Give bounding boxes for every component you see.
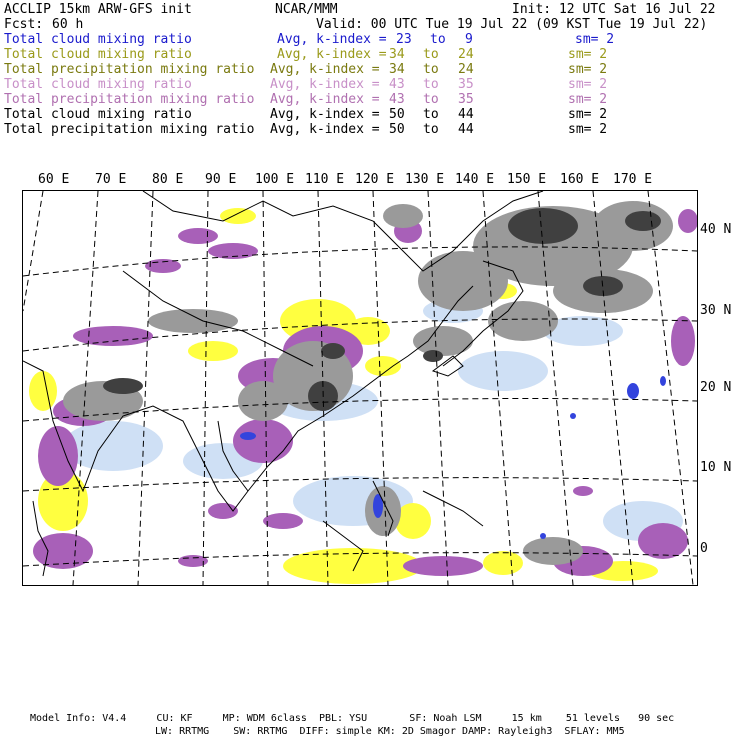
legend-from: 50: [389, 107, 405, 122]
longitude-label: 150 E: [507, 172, 547, 187]
legend-to-value: 44: [458, 122, 474, 137]
valid-time: Valid: 00 UTC Tue 19 Jul 22 (09 KST Tue 19 Jul 22): [316, 17, 708, 32]
longitude-label: 70 E: [95, 172, 127, 187]
legend-to-value: 24: [458, 62, 474, 77]
longitude-label: 140 E: [455, 172, 495, 187]
forecast-hours: 60 h: [52, 17, 84, 32]
legend-sm: sm= 2: [568, 62, 608, 77]
legend-sm: sm= 2: [568, 92, 608, 107]
legend-to-value: 35: [458, 92, 474, 107]
legend-sm: sm= 2: [568, 77, 608, 92]
legend-from: 23: [396, 32, 412, 47]
legend-from: 34: [389, 47, 405, 62]
longitude-label: 100 E: [255, 172, 295, 187]
legend-to-value: 35: [458, 77, 474, 92]
legend-field: Total cloud mixing ratio: [4, 47, 192, 62]
legend-avg: Avg, k-index =: [270, 62, 380, 77]
longitude-label: 110 E: [305, 172, 345, 187]
init-time: Init: 12 UTC Sat 16 Jul 22: [512, 2, 716, 17]
legend-field: Total precipitation mixing ratio: [4, 92, 255, 107]
legend-field: Total cloud mixing ratio: [4, 77, 192, 92]
latitude-label: 40 N: [700, 222, 732, 237]
legend-to: to: [423, 107, 439, 122]
longitude-label: 120 E: [355, 172, 395, 187]
model-info-line2: LW: RRTMG SW: RRTMG DIFF: simple KM: 2D Smagor DAMP: Rayleigh3 SFLAY: MM5: [155, 726, 625, 737]
map-panel: [22, 190, 698, 586]
legend-to: to: [430, 32, 446, 47]
legend-to-value: 24: [458, 47, 474, 62]
legend-avg: Avg, k-index =: [277, 47, 387, 62]
legend-sm: sm= 2: [568, 107, 608, 122]
legend-field: Total precipitation mixing ratio: [4, 122, 255, 137]
longitude-label: 130 E: [405, 172, 445, 187]
latitude-label: 30 N: [700, 303, 732, 318]
plot-title: ACCLIP 15km ARW-GFS init: [4, 2, 192, 17]
legend-field: Total cloud mixing ratio: [4, 107, 192, 122]
legend-to: to: [423, 122, 439, 137]
legend-to: to: [423, 77, 439, 92]
legend-avg: Avg, k-index =: [270, 122, 380, 137]
legend-avg: Avg, k-index =: [270, 92, 380, 107]
latitude-label: 0: [700, 541, 708, 556]
legend-to: to: [423, 92, 439, 107]
legend-field: Total precipitation mixing ratio: [4, 62, 255, 77]
legend-avg: Avg, k-index =: [270, 77, 380, 92]
legend-from: 50: [389, 122, 405, 137]
legend-field: Total cloud mixing ratio: [4, 32, 192, 47]
longitude-label: 80 E: [152, 172, 184, 187]
legend-from: 43: [389, 92, 405, 107]
legend-from: 34: [389, 62, 405, 77]
latitude-label: 20 N: [700, 380, 732, 395]
forecast-label: Fcst:: [4, 17, 44, 32]
longitude-label: 60 E: [38, 172, 70, 187]
legend-avg: Avg, k-index =: [270, 107, 380, 122]
legend-to: to: [423, 47, 439, 62]
latitude-label: 10 N: [700, 460, 732, 475]
legend-to-value: 9: [465, 32, 473, 47]
legend-sm: sm= 2: [575, 32, 615, 47]
map-svg: [23, 191, 697, 585]
institution-label: NCAR/MMM: [275, 2, 338, 17]
legend-avg: Avg, k-index =: [277, 32, 387, 47]
legend-sm: sm= 2: [568, 122, 608, 137]
legend-to-value: 44: [458, 107, 474, 122]
longitude-label: 90 E: [205, 172, 237, 187]
longitude-label: 160 E: [560, 172, 600, 187]
cloud-field-gray: [63, 201, 673, 565]
legend-sm: sm= 2: [568, 47, 608, 62]
cloud-fields: [29, 201, 697, 584]
longitude-label: 170 E: [613, 172, 653, 187]
legend-from: 43: [389, 77, 405, 92]
legend-to: to: [423, 62, 439, 77]
model-info-line1: Model Info: V4.4 CU: KF MP: WDM 6class PBL: YSU SF: Noah LSM 15 km 51 levels 90 sec: [30, 713, 675, 724]
